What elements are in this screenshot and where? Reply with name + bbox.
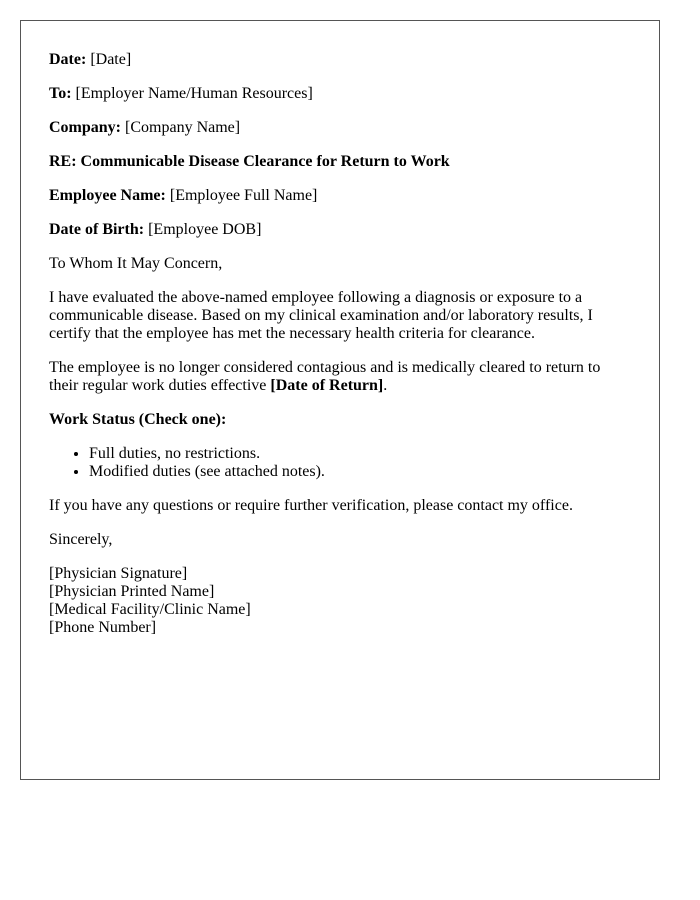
to-value: [Employer Name/Human Resources] [75,85,313,102]
to-label: To: [49,85,72,102]
status-option-modified: • Modified duties (see attached notes). [89,463,631,481]
salutation: To Whom It May Concern, [49,255,223,272]
evaluation-paragraph: I have evaluated the above-named employee following a diagnosis or exposure to a communicable disease. Based on my clinical examination and/or laboratory results, I certify that the employee has met the necessary health criteria for clearance. [49,289,593,342]
dob-label: Date of Birth: [49,221,145,238]
physician-printed-name: [Physician Printed Name] [49,583,215,600]
facility-name: [Medical Facility/Clinic Name] [49,601,251,618]
employee-name-label: Employee Name: [49,187,166,204]
return-date: [Date of Return] [270,377,384,394]
subject-line: RE: Communicable Disease Clearance for Return to Work [49,153,450,170]
phone-number: [Phone Number] [49,619,157,636]
date-label: Date: [49,51,87,68]
work-status-heading: Work Status (Check one): [49,411,227,428]
clearance-end: . [383,377,388,394]
to-field [49,85,631,103]
physician-signature: [Physician Signature] [49,565,188,582]
closing: Sincerely, [49,531,113,548]
clearance-text: The employee is no longer considered contagious and is medically cleared to return to their regular work duties effective [49,359,601,394]
company-value: [Company Name] [125,119,241,136]
dob-field [49,221,631,239]
contact-paragraph: If you have any questions or require further verification, please contact my office. [49,497,573,514]
date-field [49,51,631,69]
status-option-full: • Full duties, no restrictions. [89,445,631,463]
dob-value: [Employee DOB] [148,221,262,238]
employee-name-value: [Employee Full Name] [169,187,318,204]
company-label: Company: [49,119,122,136]
employee-name-field [49,187,631,205]
work-status-list [49,445,631,481]
signature-block [49,565,631,637]
letter-container [20,20,660,780]
company-field [49,119,631,137]
clearance-paragraph [49,359,631,395]
date-value: [Date] [90,51,132,68]
